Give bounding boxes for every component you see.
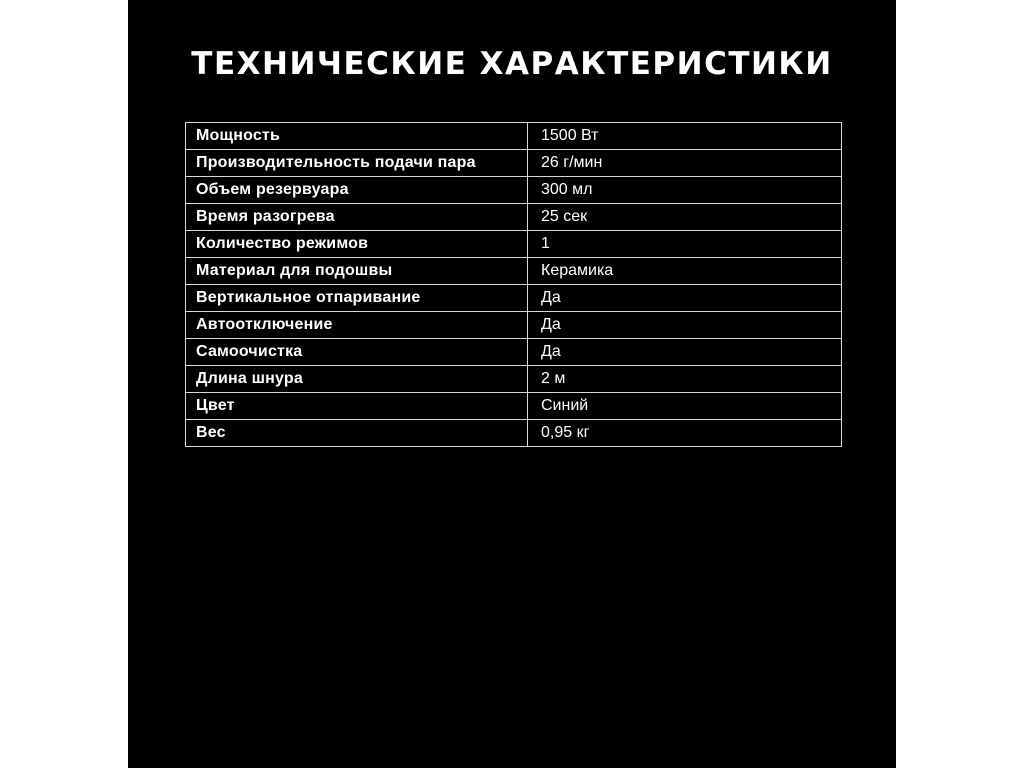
spec-value: 25 сек <box>528 204 842 231</box>
table-row <box>186 231 842 258</box>
table-row <box>186 339 842 366</box>
spec-value: Синий <box>528 393 842 420</box>
spec-value: 0,95 кг <box>528 420 842 447</box>
table-row <box>186 150 842 177</box>
specs-table <box>185 122 842 447</box>
spec-value: 300 мл <box>528 177 842 204</box>
spec-name: Автоотключение <box>186 312 528 339</box>
spec-name: Объем резервуара <box>186 177 528 204</box>
table-row <box>186 420 842 447</box>
table-row <box>186 366 842 393</box>
spec-name: Самоочистка <box>186 339 528 366</box>
spec-value: Керамика <box>528 258 842 285</box>
spec-name: Вес <box>186 420 528 447</box>
spec-value: Да <box>528 312 842 339</box>
spec-name: Цвет <box>186 393 528 420</box>
spec-name: Количество режимов <box>186 231 528 258</box>
spec-name: Материал для подошвы <box>186 258 528 285</box>
table-row <box>186 258 842 285</box>
spec-value: Да <box>528 285 842 312</box>
spec-name: Вертикальное отпаривание <box>186 285 528 312</box>
spec-name: Мощность <box>186 123 528 150</box>
table-row <box>186 204 842 231</box>
spec-value: 2 м <box>528 366 842 393</box>
spec-value: 1 <box>528 231 842 258</box>
table-row <box>186 177 842 204</box>
spec-name: Длина шнура <box>186 366 528 393</box>
spec-value: 1500 Вт <box>528 123 842 150</box>
spec-name: Производительность подачи пара <box>186 150 528 177</box>
table-row <box>186 285 842 312</box>
spec-name: Время разогрева <box>186 204 528 231</box>
table-row <box>186 312 842 339</box>
table-row <box>186 393 842 420</box>
specs-panel <box>128 0 896 768</box>
table-row <box>186 123 842 150</box>
spec-value: 26 г/мин <box>528 150 842 177</box>
spec-value: Да <box>528 339 842 366</box>
page-title: ТЕХНИЧЕСКИЕ ХАРАКТЕРИСТИКИ <box>191 46 833 82</box>
